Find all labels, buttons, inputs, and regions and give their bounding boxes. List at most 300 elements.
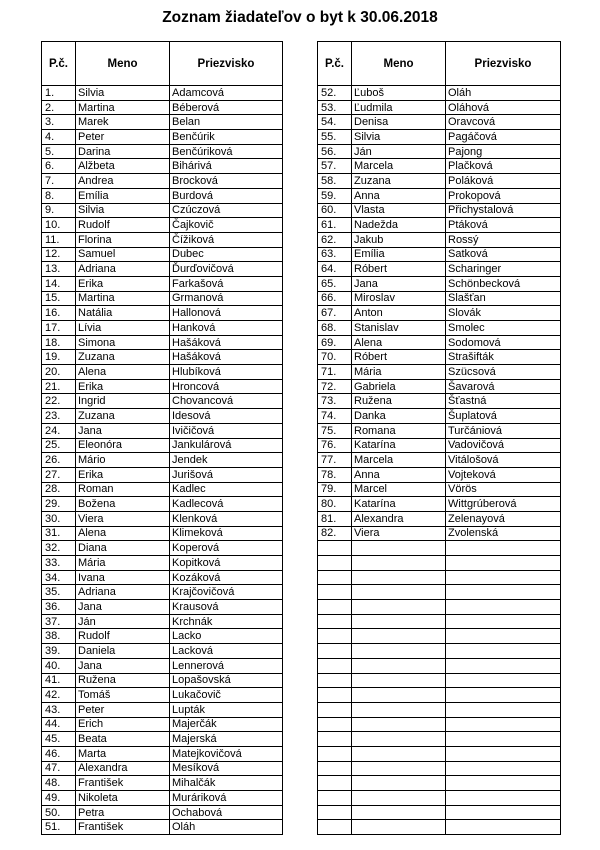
row-surname: Matejkovičová bbox=[170, 746, 283, 761]
row-first-name bbox=[352, 556, 446, 571]
table-row bbox=[318, 350, 561, 365]
row-number: 52. bbox=[318, 86, 352, 101]
table-row bbox=[318, 658, 561, 673]
table-row bbox=[42, 614, 283, 629]
row-surname: Slašťan bbox=[446, 291, 561, 306]
row-surname: Lupták bbox=[170, 702, 283, 717]
row-first-name: Jana bbox=[76, 658, 170, 673]
row-number: 58. bbox=[318, 174, 352, 189]
table-row bbox=[318, 86, 561, 101]
row-first-name: Zuzana bbox=[76, 409, 170, 424]
table-row bbox=[42, 746, 283, 761]
table-row bbox=[318, 291, 561, 306]
row-number: 47. bbox=[42, 761, 76, 776]
row-first-name: Ľudmila bbox=[352, 100, 446, 115]
row-surname: Pagáčová bbox=[446, 130, 561, 145]
row-surname: Lacková bbox=[170, 644, 283, 659]
row-surname: Vojteková bbox=[446, 467, 561, 482]
table-row bbox=[318, 761, 561, 776]
row-number: 48. bbox=[42, 776, 76, 791]
row-first-name: Božena bbox=[76, 497, 170, 512]
row-first-name bbox=[352, 629, 446, 644]
table-row bbox=[318, 805, 561, 820]
table-row bbox=[42, 306, 283, 321]
row-surname: Adamcová bbox=[170, 86, 283, 101]
table-row bbox=[318, 188, 561, 203]
row-number: 31. bbox=[42, 526, 76, 541]
row-surname: Zvolenská bbox=[446, 526, 561, 541]
row-first-name: Florina bbox=[76, 232, 170, 247]
row-surname: Benčúrik bbox=[170, 130, 283, 145]
row-first-name bbox=[352, 820, 446, 835]
row-number: 62. bbox=[318, 232, 352, 247]
row-first-name: Katarína bbox=[352, 497, 446, 512]
table-row bbox=[42, 144, 283, 159]
row-first-name: Katarína bbox=[352, 438, 446, 453]
row-first-name: Mária bbox=[352, 365, 446, 380]
row-surname: Pajong bbox=[446, 144, 561, 159]
row-number: 68. bbox=[318, 321, 352, 336]
row-number: 75. bbox=[318, 423, 352, 438]
row-surname: Čajkovič bbox=[170, 218, 283, 233]
row-first-name: Erika bbox=[76, 467, 170, 482]
row-number: 4. bbox=[42, 130, 76, 145]
row-first-name: Nikoleta bbox=[76, 791, 170, 806]
row-first-name: Zuzana bbox=[352, 174, 446, 189]
table-row bbox=[42, 365, 283, 380]
row-number: 65. bbox=[318, 276, 352, 291]
row-number bbox=[318, 600, 352, 615]
table-row bbox=[42, 511, 283, 526]
table-row bbox=[318, 262, 561, 277]
row-first-name bbox=[352, 761, 446, 776]
row-first-name: Alena bbox=[76, 526, 170, 541]
row-surname: Rossý bbox=[446, 232, 561, 247]
applicants-table-left bbox=[41, 41, 283, 835]
row-first-name bbox=[352, 541, 446, 556]
row-number: 1. bbox=[42, 86, 76, 101]
row-first-name: Andrea bbox=[76, 174, 170, 189]
row-first-name: Ružena bbox=[352, 394, 446, 409]
row-surname: Zelenayová bbox=[446, 511, 561, 526]
table-row bbox=[42, 174, 283, 189]
table-row bbox=[42, 717, 283, 732]
row-number: 57. bbox=[318, 159, 352, 174]
row-surname: Czúczová bbox=[170, 203, 283, 218]
row-surname: Šavarová bbox=[446, 379, 561, 394]
row-number: 15. bbox=[42, 291, 76, 306]
row-number: 78. bbox=[318, 467, 352, 482]
table-row bbox=[42, 247, 283, 262]
row-number: 51. bbox=[42, 820, 76, 835]
row-first-name: Adriana bbox=[76, 585, 170, 600]
row-surname: Hlubíková bbox=[170, 365, 283, 380]
row-surname: Vörös bbox=[446, 482, 561, 497]
table-row bbox=[318, 467, 561, 482]
row-number: 46. bbox=[42, 746, 76, 761]
row-surname: Poláková bbox=[446, 174, 561, 189]
table-row bbox=[318, 629, 561, 644]
row-first-name bbox=[352, 570, 446, 585]
row-surname bbox=[446, 805, 561, 820]
table-row bbox=[42, 409, 283, 424]
row-number: 38. bbox=[42, 629, 76, 644]
row-surname: Kadlec bbox=[170, 482, 283, 497]
table-row bbox=[42, 321, 283, 336]
row-surname bbox=[446, 791, 561, 806]
row-first-name: Alena bbox=[352, 335, 446, 350]
row-first-name: Emília bbox=[352, 247, 446, 262]
row-first-name: Jakub bbox=[352, 232, 446, 247]
row-first-name: Romana bbox=[352, 423, 446, 438]
row-number: 39. bbox=[42, 644, 76, 659]
row-number: 24. bbox=[42, 423, 76, 438]
row-surname: Hanková bbox=[170, 321, 283, 336]
table-row bbox=[318, 423, 561, 438]
row-first-name: Denisa bbox=[352, 115, 446, 130]
row-first-name: Alžbeta bbox=[76, 159, 170, 174]
row-number: 50. bbox=[42, 805, 76, 820]
row-number: 21. bbox=[42, 379, 76, 394]
row-first-name: Gabriela bbox=[352, 379, 446, 394]
row-first-name: Marek bbox=[76, 115, 170, 130]
table-row bbox=[318, 702, 561, 717]
table-row bbox=[42, 423, 283, 438]
row-surname bbox=[446, 688, 561, 703]
row-number: 43. bbox=[42, 702, 76, 717]
row-surname bbox=[446, 644, 561, 659]
row-number: 71. bbox=[318, 365, 352, 380]
row-surname: Oláh bbox=[446, 86, 561, 101]
table-header-row bbox=[42, 42, 283, 86]
row-surname: Plačková bbox=[446, 159, 561, 174]
table-row bbox=[318, 438, 561, 453]
row-number: 72. bbox=[318, 379, 352, 394]
row-surname: Klenková bbox=[170, 511, 283, 526]
row-surname: Hašáková bbox=[170, 335, 283, 350]
row-first-name: Martina bbox=[76, 291, 170, 306]
table-row bbox=[42, 482, 283, 497]
row-number: 74. bbox=[318, 409, 352, 424]
row-number: 27. bbox=[42, 467, 76, 482]
table-row bbox=[318, 232, 561, 247]
row-number: 32. bbox=[42, 541, 76, 556]
row-surname bbox=[446, 820, 561, 835]
row-number: 13. bbox=[42, 262, 76, 277]
row-first-name bbox=[352, 732, 446, 747]
row-number: 67. bbox=[318, 306, 352, 321]
row-number: 73. bbox=[318, 394, 352, 409]
row-number bbox=[318, 791, 352, 806]
row-surname: Majerčák bbox=[170, 717, 283, 732]
table-row bbox=[318, 321, 561, 336]
table-row bbox=[42, 673, 283, 688]
row-number: 26. bbox=[42, 453, 76, 468]
row-first-name: Viera bbox=[76, 511, 170, 526]
row-number bbox=[318, 820, 352, 835]
row-surname: Čížiková bbox=[170, 232, 283, 247]
row-number: 18. bbox=[42, 335, 76, 350]
row-surname: Oláh bbox=[170, 820, 283, 835]
row-surname bbox=[446, 776, 561, 791]
table-row bbox=[42, 218, 283, 233]
row-first-name: Anna bbox=[352, 188, 446, 203]
row-surname bbox=[446, 673, 561, 688]
row-first-name bbox=[352, 776, 446, 791]
table-row bbox=[318, 688, 561, 703]
document-title: Zoznam žiadateľov o byt k 30.06.2018 bbox=[162, 9, 438, 26]
row-first-name: Jana bbox=[76, 423, 170, 438]
table-row bbox=[42, 379, 283, 394]
row-first-name: Alexandra bbox=[76, 761, 170, 776]
row-surname: Vitálošová bbox=[446, 453, 561, 468]
row-number: 60. bbox=[318, 203, 352, 218]
row-first-name bbox=[352, 702, 446, 717]
row-first-name: Zuzana bbox=[76, 350, 170, 365]
header-name: Meno bbox=[76, 42, 170, 86]
row-first-name: Lívia bbox=[76, 321, 170, 336]
table-row bbox=[318, 335, 561, 350]
row-first-name bbox=[352, 746, 446, 761]
row-number: 35. bbox=[42, 585, 76, 600]
row-first-name: Marcela bbox=[352, 453, 446, 468]
row-surname: Dubec bbox=[170, 247, 283, 262]
row-surname: Ďurďovičová bbox=[170, 262, 283, 277]
row-surname bbox=[446, 761, 561, 776]
table-row bbox=[318, 746, 561, 761]
table-row bbox=[318, 820, 561, 835]
row-number: 53. bbox=[318, 100, 352, 115]
row-number bbox=[318, 805, 352, 820]
row-first-name: Silvia bbox=[76, 86, 170, 101]
row-surname: Jurišová bbox=[170, 467, 283, 482]
row-first-name: Alexandra bbox=[352, 511, 446, 526]
row-first-name: Jana bbox=[76, 600, 170, 615]
table-row bbox=[42, 820, 283, 835]
row-number: 59. bbox=[318, 188, 352, 203]
row-surname: Wittgrúberová bbox=[446, 497, 561, 512]
row-first-name bbox=[352, 600, 446, 615]
row-number: 77. bbox=[318, 453, 352, 468]
row-first-name: Natália bbox=[76, 306, 170, 321]
row-number: 11. bbox=[42, 232, 76, 247]
table-row bbox=[42, 600, 283, 615]
row-surname: Majerská bbox=[170, 732, 283, 747]
row-first-name bbox=[352, 658, 446, 673]
row-surname: Chovancová bbox=[170, 394, 283, 409]
table-row bbox=[42, 335, 283, 350]
row-surname: Klimeková bbox=[170, 526, 283, 541]
row-number: 49. bbox=[42, 791, 76, 806]
row-number: 22. bbox=[42, 394, 76, 409]
row-number: 69. bbox=[318, 335, 352, 350]
row-number: 64. bbox=[318, 262, 352, 277]
row-first-name: Rudolf bbox=[76, 629, 170, 644]
header-number: P.č. bbox=[42, 42, 76, 86]
row-first-name: Marcel bbox=[352, 482, 446, 497]
row-number: 2. bbox=[42, 100, 76, 115]
row-surname: Kadlecová bbox=[170, 497, 283, 512]
row-surname: Přichystalová bbox=[446, 203, 561, 218]
row-surname bbox=[446, 614, 561, 629]
header-number: P.č. bbox=[318, 42, 352, 86]
row-surname: Satková bbox=[446, 247, 561, 262]
table-row bbox=[318, 497, 561, 512]
table-row bbox=[42, 497, 283, 512]
row-surname: Šťastná bbox=[446, 394, 561, 409]
row-number: 79. bbox=[318, 482, 352, 497]
row-surname: Idesová bbox=[170, 409, 283, 424]
row-surname: Turčániová bbox=[446, 423, 561, 438]
row-first-name bbox=[352, 717, 446, 732]
table-row bbox=[318, 144, 561, 159]
header-surname: Priezvisko bbox=[446, 42, 561, 86]
table-row bbox=[42, 585, 283, 600]
row-first-name bbox=[352, 805, 446, 820]
table-row bbox=[318, 614, 561, 629]
table-row bbox=[318, 100, 561, 115]
row-surname: Béberová bbox=[170, 100, 283, 115]
table-row bbox=[318, 130, 561, 145]
row-first-name: Ružena bbox=[76, 673, 170, 688]
row-number bbox=[318, 541, 352, 556]
row-first-name: Samuel bbox=[76, 247, 170, 262]
table-row bbox=[318, 717, 561, 732]
table-row bbox=[318, 570, 561, 585]
row-first-name: Ingrid bbox=[76, 394, 170, 409]
table-row bbox=[42, 291, 283, 306]
row-first-name: Darina bbox=[76, 144, 170, 159]
table-row bbox=[318, 409, 561, 424]
table-row bbox=[42, 276, 283, 291]
row-number: 56. bbox=[318, 144, 352, 159]
row-first-name: Ivana bbox=[76, 570, 170, 585]
row-number bbox=[318, 688, 352, 703]
row-number: 30. bbox=[42, 511, 76, 526]
row-surname: Šuplatová bbox=[446, 409, 561, 424]
table-row bbox=[42, 732, 283, 747]
row-surname: Lennerová bbox=[170, 658, 283, 673]
table-row bbox=[318, 791, 561, 806]
row-surname: Vadovičová bbox=[446, 438, 561, 453]
row-surname: Sodomová bbox=[446, 335, 561, 350]
table-row bbox=[42, 776, 283, 791]
row-surname bbox=[446, 570, 561, 585]
row-first-name: Erika bbox=[76, 276, 170, 291]
row-first-name: Vlasta bbox=[352, 203, 446, 218]
table-row bbox=[42, 394, 283, 409]
table-row bbox=[42, 467, 283, 482]
row-first-name: Marcela bbox=[352, 159, 446, 174]
table-row bbox=[318, 541, 561, 556]
table-row bbox=[318, 511, 561, 526]
row-number: 66. bbox=[318, 291, 352, 306]
row-number: 28. bbox=[42, 482, 76, 497]
table-row bbox=[318, 600, 561, 615]
table-row bbox=[318, 247, 561, 262]
row-surname: Ptáková bbox=[446, 218, 561, 233]
row-surname: Slovák bbox=[446, 306, 561, 321]
row-surname: Ivičičová bbox=[170, 423, 283, 438]
row-surname: Schönbecková bbox=[446, 276, 561, 291]
row-first-name: Roman bbox=[76, 482, 170, 497]
header-surname: Priezvisko bbox=[170, 42, 283, 86]
table-row bbox=[318, 365, 561, 380]
table-row bbox=[42, 86, 283, 101]
row-first-name: Emília bbox=[76, 188, 170, 203]
table-row bbox=[318, 453, 561, 468]
row-surname bbox=[446, 556, 561, 571]
table-row bbox=[42, 761, 283, 776]
row-first-name bbox=[352, 791, 446, 806]
row-first-name: Viera bbox=[352, 526, 446, 541]
table-row bbox=[318, 159, 561, 174]
row-first-name: Ľuboš bbox=[352, 86, 446, 101]
row-number: 63. bbox=[318, 247, 352, 262]
row-number: 76. bbox=[318, 438, 352, 453]
table-row bbox=[42, 526, 283, 541]
row-number: 9. bbox=[42, 203, 76, 218]
row-first-name: Stanislav bbox=[352, 321, 446, 336]
row-surname bbox=[446, 702, 561, 717]
row-first-name: Mário bbox=[76, 453, 170, 468]
row-first-name: Erich bbox=[76, 717, 170, 732]
row-surname: Smolec bbox=[446, 321, 561, 336]
table-row bbox=[42, 203, 283, 218]
row-first-name: Diana bbox=[76, 541, 170, 556]
table-row bbox=[42, 188, 283, 203]
row-first-name: Tomáš bbox=[76, 688, 170, 703]
row-first-name: Daniela bbox=[76, 644, 170, 659]
row-number bbox=[318, 570, 352, 585]
row-surname: Strašifták bbox=[446, 350, 561, 365]
row-number: 17. bbox=[42, 321, 76, 336]
row-number bbox=[318, 658, 352, 673]
row-surname bbox=[446, 717, 561, 732]
row-surname: Scharinger bbox=[446, 262, 561, 277]
row-number: 82. bbox=[318, 526, 352, 541]
table-row bbox=[42, 570, 283, 585]
row-surname bbox=[446, 541, 561, 556]
row-number bbox=[318, 585, 352, 600]
table-row bbox=[42, 350, 283, 365]
row-first-name: Peter bbox=[76, 702, 170, 717]
row-first-name: Silvia bbox=[76, 203, 170, 218]
row-surname: Prokopová bbox=[446, 188, 561, 203]
row-first-name bbox=[352, 688, 446, 703]
row-surname: Farkašová bbox=[170, 276, 283, 291]
row-number bbox=[318, 702, 352, 717]
row-number: 55. bbox=[318, 130, 352, 145]
table-row bbox=[318, 174, 561, 189]
row-surname: Lukačovič bbox=[170, 688, 283, 703]
row-first-name: Róbert bbox=[352, 350, 446, 365]
row-number: 41. bbox=[42, 673, 76, 688]
table-row bbox=[42, 541, 283, 556]
row-first-name: František bbox=[76, 776, 170, 791]
row-first-name: Beata bbox=[76, 732, 170, 747]
table-row bbox=[318, 379, 561, 394]
table-row bbox=[42, 688, 283, 703]
table-row bbox=[42, 100, 283, 115]
row-surname: Belan bbox=[170, 115, 283, 130]
table-header-row bbox=[318, 42, 561, 86]
row-surname: Szücsová bbox=[446, 365, 561, 380]
row-number bbox=[318, 644, 352, 659]
table-row bbox=[42, 805, 283, 820]
table-row bbox=[318, 526, 561, 541]
table-row bbox=[318, 394, 561, 409]
